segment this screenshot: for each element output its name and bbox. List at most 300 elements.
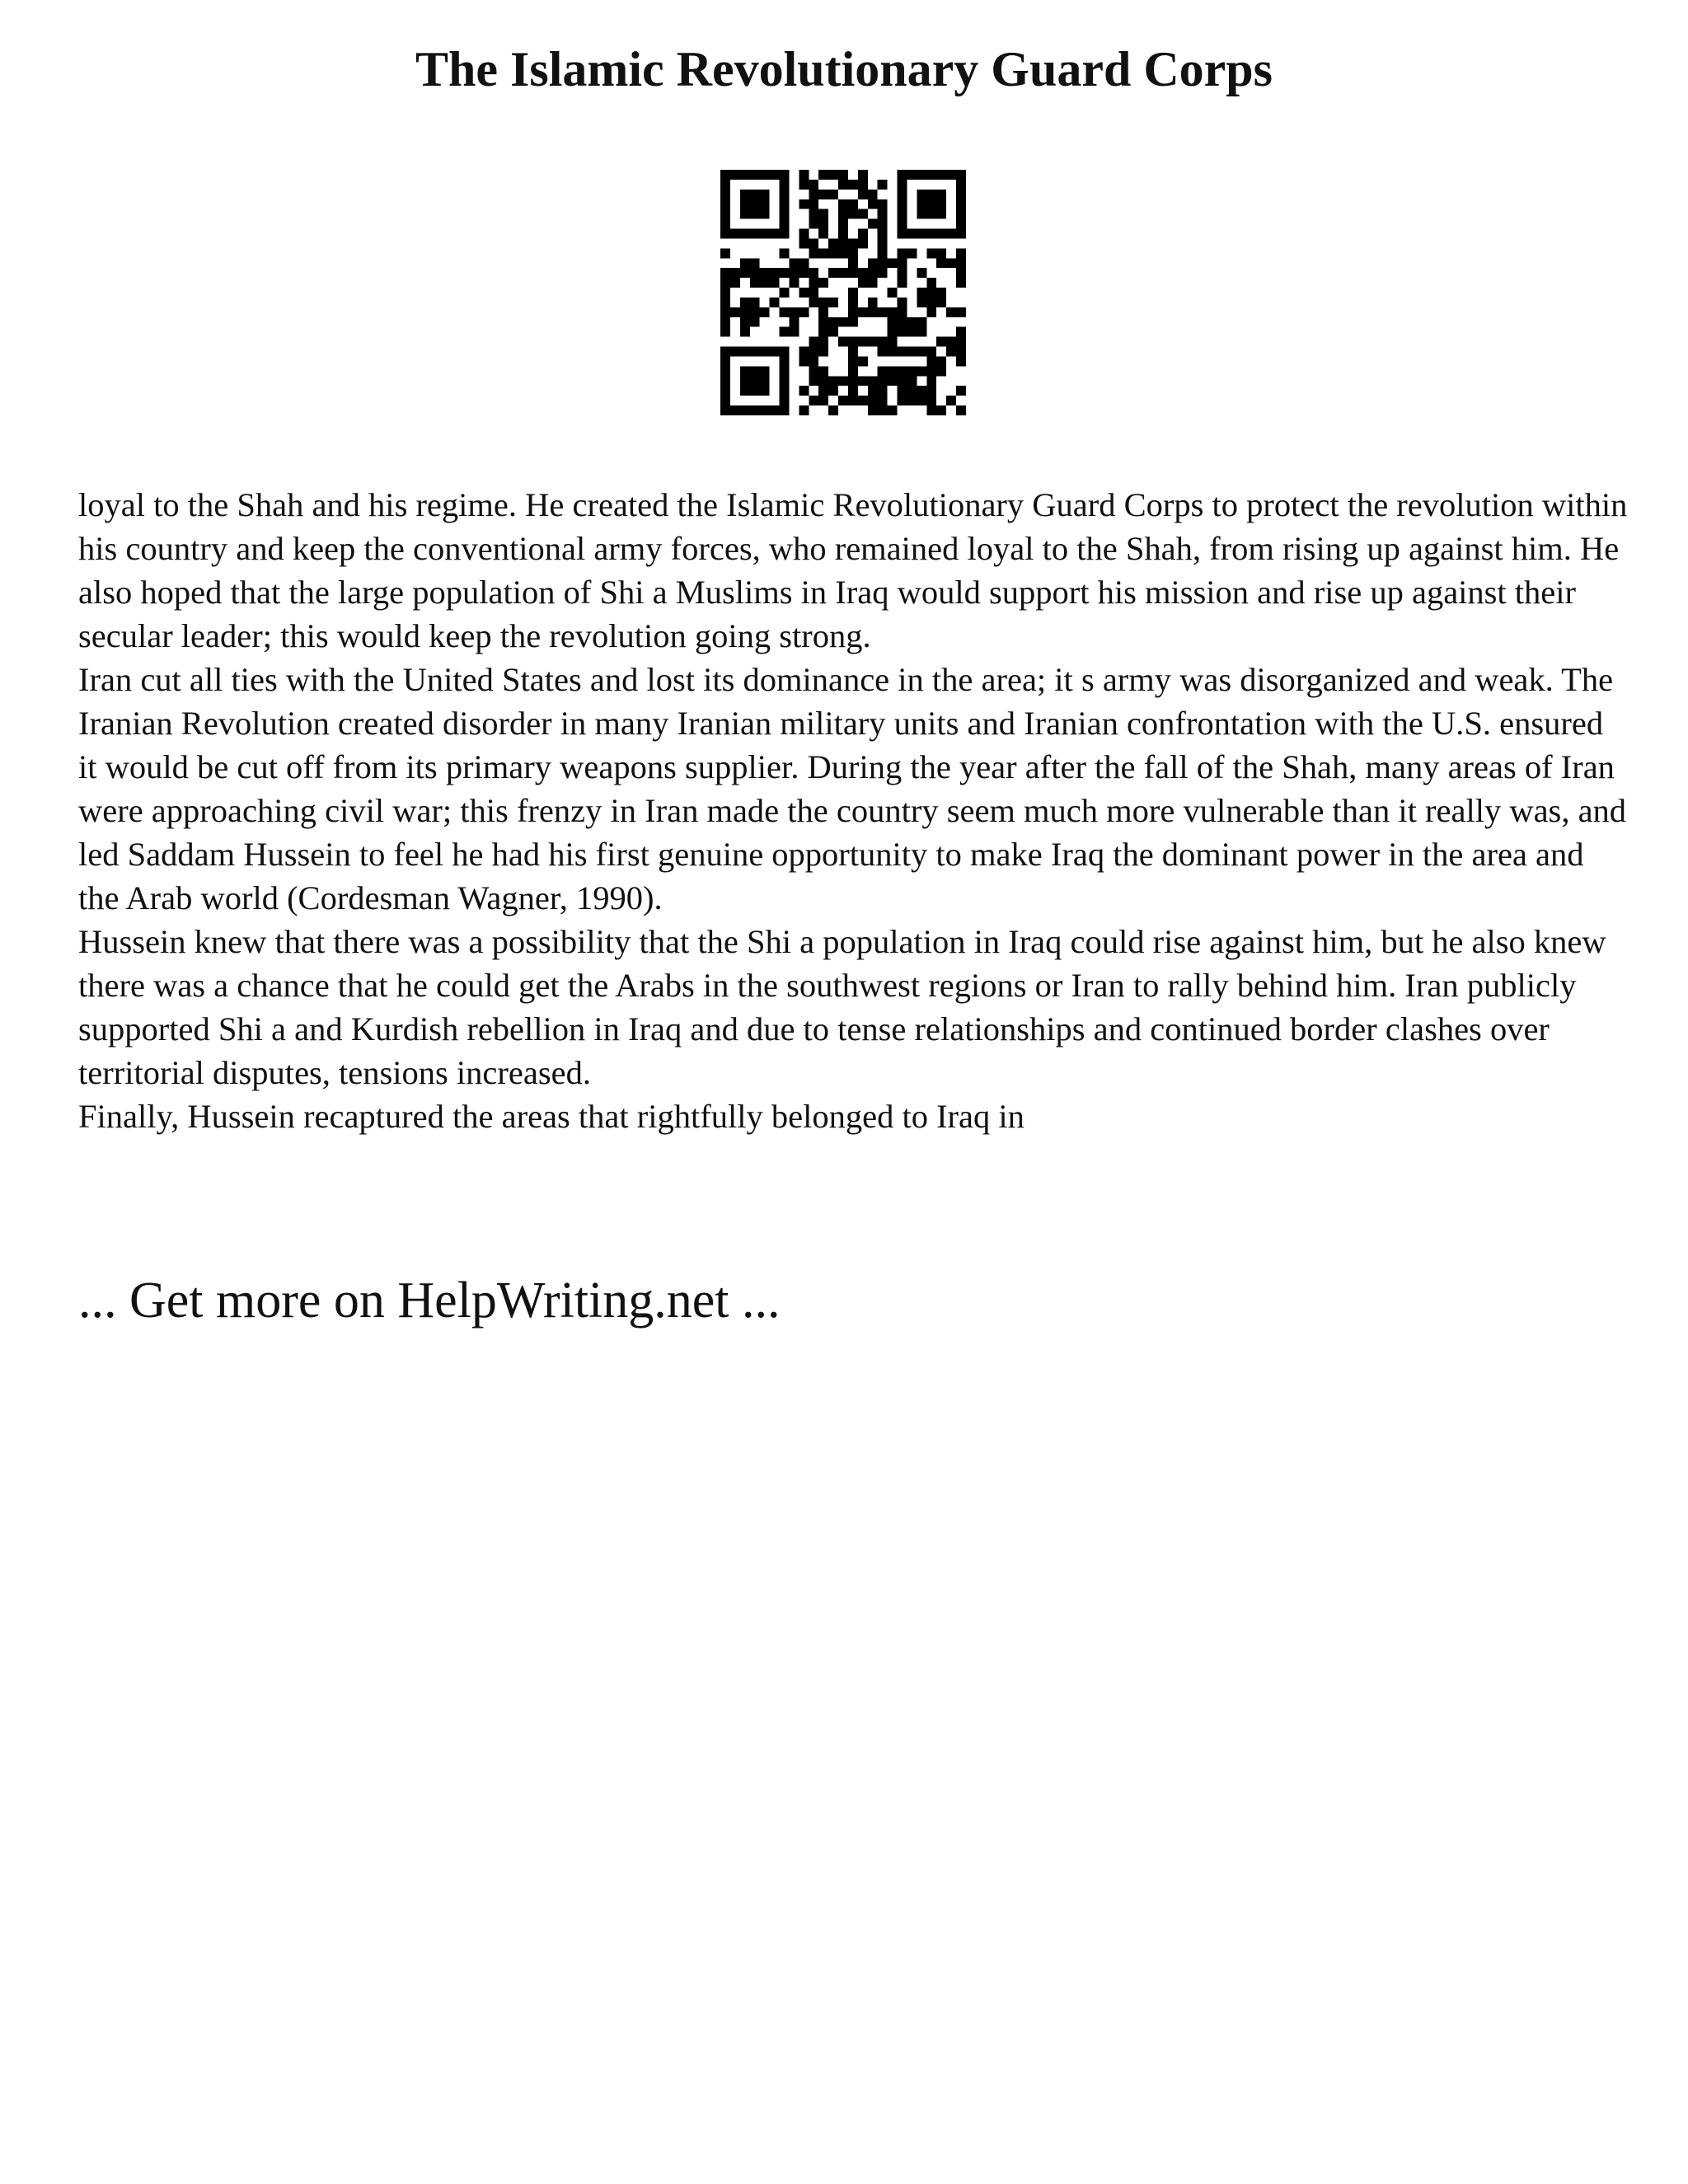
qr-module	[878, 376, 888, 386]
qr-module	[917, 288, 926, 298]
qr-module	[898, 327, 907, 337]
qr-module	[720, 190, 730, 199]
qr-module	[898, 347, 907, 357]
qr-module	[878, 248, 888, 258]
qr-module	[818, 307, 828, 317]
qr-module	[799, 180, 809, 190]
qr-module	[780, 229, 790, 239]
qr-module	[956, 170, 966, 180]
qr-module	[917, 268, 926, 278]
qr-module	[828, 386, 838, 396]
qr-module	[936, 258, 946, 268]
qr-module	[828, 190, 838, 199]
qr-module	[898, 307, 907, 317]
qr-module	[780, 376, 790, 386]
qr-module	[760, 386, 770, 396]
qr-module	[740, 199, 750, 209]
qr-module	[868, 376, 878, 386]
qr-module	[740, 317, 750, 327]
qr-module	[809, 288, 818, 298]
qr-module	[750, 209, 760, 219]
qr-module	[907, 396, 917, 405]
qr-module	[926, 356, 936, 366]
paragraph-1: loyal to the Shah and his regime. He created the Islamic Revolutionary Guard Corps to protect the revolution within his country and keep the conventional army forces, who remained loyal to the Shah, from rising up against him. He also hoped that the large population of Shi a Muslims in Iraq would support his mission and rise up against their secular leader; this would keep the revolution going strong.	[78, 486, 1628, 654]
qr-module	[936, 405, 946, 415]
qr-module	[888, 307, 898, 317]
qr-module	[818, 278, 828, 288]
qr-module	[936, 190, 946, 199]
qr-module	[868, 258, 878, 268]
qr-module	[848, 307, 858, 317]
qr-module	[828, 170, 838, 180]
qr-module	[760, 209, 770, 219]
qr-module	[878, 209, 888, 219]
qr-module	[760, 376, 770, 386]
qr-module	[858, 238, 868, 248]
qr-module	[780, 199, 790, 209]
qr-module	[740, 386, 750, 396]
qr-module	[898, 396, 907, 405]
qr-module	[917, 386, 926, 396]
qr-module	[898, 229, 907, 239]
qr-module	[750, 298, 760, 307]
qr-module	[926, 376, 936, 386]
qr-module	[828, 405, 838, 415]
qr-module	[720, 405, 730, 415]
qr-module	[750, 190, 760, 199]
qr-module	[770, 229, 780, 239]
qr-module	[818, 327, 828, 337]
qr-module	[956, 219, 966, 229]
qr-module	[956, 307, 966, 317]
qr-module	[917, 199, 926, 209]
qr-module	[818, 219, 828, 229]
qr-module	[858, 337, 868, 347]
qr-module	[926, 278, 936, 288]
qr-module	[780, 347, 790, 357]
qr-module	[926, 347, 936, 357]
qr-module	[809, 268, 818, 278]
qr-module	[720, 307, 730, 317]
qr-module	[720, 366, 730, 376]
qr-module	[917, 327, 926, 337]
qr-module	[720, 219, 730, 229]
qr-module	[926, 405, 936, 415]
qr-module	[740, 209, 750, 219]
qr-module	[780, 396, 790, 405]
qr-module	[936, 209, 946, 219]
qr-module	[720, 268, 730, 278]
qr-module	[799, 258, 809, 268]
qr-module	[818, 347, 828, 357]
qr-module	[878, 307, 888, 317]
qr-module	[868, 199, 878, 209]
qr-code-icon	[720, 170, 966, 415]
qr-module	[917, 209, 926, 219]
qr-module	[898, 298, 907, 307]
qr-module	[858, 307, 868, 317]
qr-module	[750, 376, 760, 386]
qr-module	[956, 386, 966, 396]
qr-module	[848, 337, 858, 347]
qr-module	[868, 219, 878, 229]
qr-module	[926, 209, 936, 219]
qr-module	[818, 366, 828, 376]
qr-module	[818, 386, 828, 396]
qr-module	[760, 307, 770, 317]
qr-code-graphic	[720, 170, 966, 415]
qr-module	[888, 258, 898, 268]
qr-module	[868, 278, 878, 288]
qr-module	[838, 170, 848, 180]
qr-module	[907, 229, 917, 239]
qr-module	[868, 268, 878, 278]
article-body	[78, 483, 1628, 1138]
qr-module	[828, 248, 838, 258]
qr-module	[898, 258, 907, 268]
qr-module	[868, 386, 878, 396]
qr-module	[799, 386, 809, 396]
qr-module	[926, 386, 936, 396]
qr-module	[936, 170, 946, 180]
qr-module	[750, 268, 760, 278]
qr-module	[720, 396, 730, 405]
qr-module	[946, 307, 956, 317]
qr-module	[730, 170, 740, 180]
qr-module	[730, 229, 740, 239]
qr-module	[878, 337, 888, 347]
qr-module	[848, 199, 858, 209]
qr-module	[818, 376, 828, 386]
qr-module	[838, 248, 848, 258]
qr-module	[750, 170, 760, 180]
qr-module	[730, 278, 740, 288]
qr-module	[809, 337, 818, 347]
qr-module	[799, 288, 809, 298]
qr-module	[848, 268, 858, 278]
qr-module	[809, 366, 818, 376]
qr-module	[898, 248, 907, 258]
qr-module	[898, 376, 907, 386]
qr-module	[740, 229, 750, 239]
qr-module	[926, 396, 936, 405]
qr-module	[720, 298, 730, 307]
qr-module	[878, 347, 888, 357]
qr-module	[917, 229, 926, 239]
qr-module	[750, 229, 760, 239]
qr-module	[848, 347, 858, 357]
qr-module	[907, 170, 917, 180]
qr-module	[809, 376, 818, 386]
qr-module	[720, 356, 730, 366]
qr-module	[770, 170, 780, 180]
qr-module	[740, 258, 750, 268]
qr-module	[799, 170, 809, 180]
qr-module	[917, 170, 926, 180]
qr-module	[720, 199, 730, 209]
qr-module	[818, 209, 828, 219]
qr-module	[740, 327, 750, 337]
qr-module	[898, 190, 907, 199]
qr-module	[907, 366, 917, 376]
qr-module	[936, 366, 946, 376]
qr-module	[917, 366, 926, 376]
qr-module	[799, 347, 809, 357]
qr-module	[809, 209, 818, 219]
qr-module	[770, 278, 780, 288]
qr-module	[956, 278, 966, 288]
qr-module	[828, 238, 838, 248]
qr-module	[956, 258, 966, 268]
qr-module	[750, 307, 760, 317]
qr-module	[750, 278, 760, 288]
qr-module	[770, 347, 780, 357]
page-title: The Islamic Revolutionary Guard Corps	[415, 42, 1273, 96]
qr-module	[907, 347, 917, 357]
qr-module	[740, 190, 750, 199]
qr-module	[750, 366, 760, 376]
qr-module	[946, 258, 956, 268]
qr-module	[780, 327, 790, 337]
qr-module	[760, 199, 770, 209]
qr-module	[848, 288, 858, 298]
qr-module	[848, 258, 858, 268]
qr-module	[838, 376, 848, 386]
qr-module	[888, 288, 898, 298]
qr-module	[720, 278, 730, 288]
qr-module	[898, 366, 907, 376]
qr-module	[828, 376, 838, 386]
get-more-link[interactable]: ... Get more on HelpWriting.net ...	[78, 1272, 781, 1329]
qr-module	[898, 219, 907, 229]
qr-module	[770, 298, 780, 307]
qr-module	[956, 199, 966, 209]
qr-module	[898, 170, 907, 180]
qr-module	[750, 405, 760, 415]
qr-module	[926, 199, 936, 209]
qr-module	[858, 229, 868, 239]
qr-module	[878, 366, 888, 376]
qr-module	[917, 396, 926, 405]
qr-module	[809, 298, 818, 307]
qr-module	[878, 258, 888, 268]
qr-module	[809, 248, 818, 258]
qr-module	[917, 190, 926, 199]
qr-module	[799, 229, 809, 239]
qr-module	[799, 307, 809, 317]
qr-module	[730, 347, 740, 357]
qr-module	[720, 229, 730, 239]
qr-module	[838, 209, 848, 219]
qr-module	[838, 337, 848, 347]
qr-module	[878, 405, 888, 415]
qr-module	[946, 396, 956, 405]
qr-module	[720, 317, 730, 327]
qr-module	[848, 356, 858, 366]
qr-module	[730, 405, 740, 415]
qr-module	[760, 190, 770, 199]
qr-module	[750, 317, 760, 327]
qr-module	[858, 209, 868, 219]
qr-module	[858, 396, 868, 405]
qr-module	[878, 219, 888, 229]
qr-module	[809, 278, 818, 288]
qr-module	[780, 170, 790, 180]
qr-module	[828, 268, 838, 278]
qr-module	[838, 229, 848, 239]
qr-module	[799, 405, 809, 415]
qr-module	[828, 317, 838, 327]
qr-module	[848, 317, 858, 327]
qr-module	[838, 396, 848, 405]
qr-module	[848, 298, 858, 307]
qr-module	[720, 327, 730, 337]
qr-module	[809, 180, 818, 190]
qr-module	[740, 347, 750, 357]
qr-module	[780, 307, 790, 317]
qr-module	[848, 238, 858, 248]
qr-module	[770, 268, 780, 278]
qr-module	[730, 268, 740, 278]
qr-module	[838, 268, 848, 278]
qr-module	[917, 317, 926, 327]
qr-module	[888, 366, 898, 376]
qr-module	[878, 268, 888, 278]
qr-module	[898, 199, 907, 209]
qr-module	[750, 199, 760, 209]
qr-module	[799, 356, 809, 366]
qr-module	[946, 170, 956, 180]
qr-module	[926, 307, 936, 317]
qr-module	[907, 317, 917, 327]
qr-module	[907, 376, 917, 386]
paragraph-3: Hussein knew that there was a possibility that the Shi a population in Iraq could rise against him, but he also knew there was a chance that he could get the Arabs in the southwest regions or Iran to rally behind him. Iran publicly supported Shi a and Kurdish rebellion in Iraq and due to tense relationships and continued border clashes over territorial disputes, tensions increased.	[78, 923, 1606, 1091]
qr-module	[780, 219, 790, 229]
qr-module	[907, 248, 917, 258]
qr-module	[838, 317, 848, 327]
qr-module	[818, 317, 828, 327]
qr-module	[789, 278, 799, 288]
qr-module	[898, 209, 907, 219]
qr-module	[848, 248, 858, 258]
qr-module	[818, 248, 828, 258]
qr-module	[789, 258, 799, 268]
qr-module	[818, 337, 828, 347]
qr-module	[878, 229, 888, 239]
qr-module	[780, 356, 790, 366]
qr-module	[956, 347, 966, 357]
qr-module	[907, 327, 917, 337]
qr-module	[888, 347, 898, 357]
qr-module	[926, 190, 936, 199]
qr-module	[720, 180, 730, 190]
qr-module	[858, 376, 868, 386]
qr-module	[750, 258, 760, 268]
qr-module	[818, 190, 828, 199]
qr-module	[946, 229, 956, 239]
qr-module	[956, 356, 966, 366]
qr-module	[868, 190, 878, 199]
qr-module	[720, 248, 730, 258]
qr-module	[936, 356, 946, 366]
qr-module	[898, 268, 907, 278]
qr-module	[809, 356, 818, 366]
paragraph-4: Finally, Hussein recaptured the areas that rightfully belonged to Iraq in	[78, 1098, 1025, 1135]
qr-module	[730, 307, 740, 317]
qr-module	[956, 229, 966, 239]
qr-module	[818, 229, 828, 239]
qr-module	[956, 209, 966, 219]
qr-module	[946, 337, 956, 347]
qr-module	[809, 219, 818, 229]
qr-module	[720, 209, 730, 219]
qr-module	[956, 327, 966, 337]
qr-module	[780, 180, 790, 190]
qr-module	[936, 229, 946, 239]
qr-module	[848, 376, 858, 386]
qr-module	[809, 199, 818, 209]
qr-module	[858, 180, 868, 190]
qr-module	[926, 170, 936, 180]
qr-module	[780, 190, 790, 199]
qr-module	[956, 190, 966, 199]
qr-module	[878, 180, 888, 190]
qr-module	[868, 298, 878, 307]
qr-module	[770, 405, 780, 415]
qr-module	[868, 337, 878, 347]
qr-module	[740, 376, 750, 386]
qr-module	[878, 386, 888, 396]
qr-module	[868, 405, 878, 415]
qr-module	[760, 278, 770, 288]
qr-module	[780, 268, 790, 278]
qr-module	[917, 347, 926, 357]
qr-module	[740, 405, 750, 415]
qr-module	[926, 229, 936, 239]
qr-module	[740, 366, 750, 376]
qr-module	[760, 405, 770, 415]
qr-module	[838, 238, 848, 248]
qr-module	[848, 180, 858, 190]
qr-module	[760, 347, 770, 357]
qr-module	[780, 209, 790, 219]
qr-module	[809, 238, 818, 248]
qr-module	[818, 170, 828, 180]
qr-module	[868, 307, 878, 317]
qr-module	[720, 288, 730, 298]
qr-module	[888, 376, 898, 386]
qr-module	[956, 268, 966, 278]
qr-module	[720, 170, 730, 180]
qr-module	[926, 366, 936, 376]
qr-module	[789, 307, 799, 317]
qr-module	[858, 278, 868, 288]
qr-module	[956, 180, 966, 190]
qr-module	[898, 278, 907, 288]
qr-module	[838, 219, 848, 229]
qr-module	[858, 190, 868, 199]
qr-module	[926, 288, 936, 298]
qr-module	[917, 298, 926, 307]
qr-module	[799, 238, 809, 248]
qr-module	[818, 396, 828, 405]
qr-module	[926, 248, 936, 258]
qr-module	[888, 337, 898, 347]
qr-module	[789, 317, 799, 327]
qr-module	[828, 298, 838, 307]
qr-module	[956, 405, 966, 415]
qr-module	[868, 396, 878, 405]
